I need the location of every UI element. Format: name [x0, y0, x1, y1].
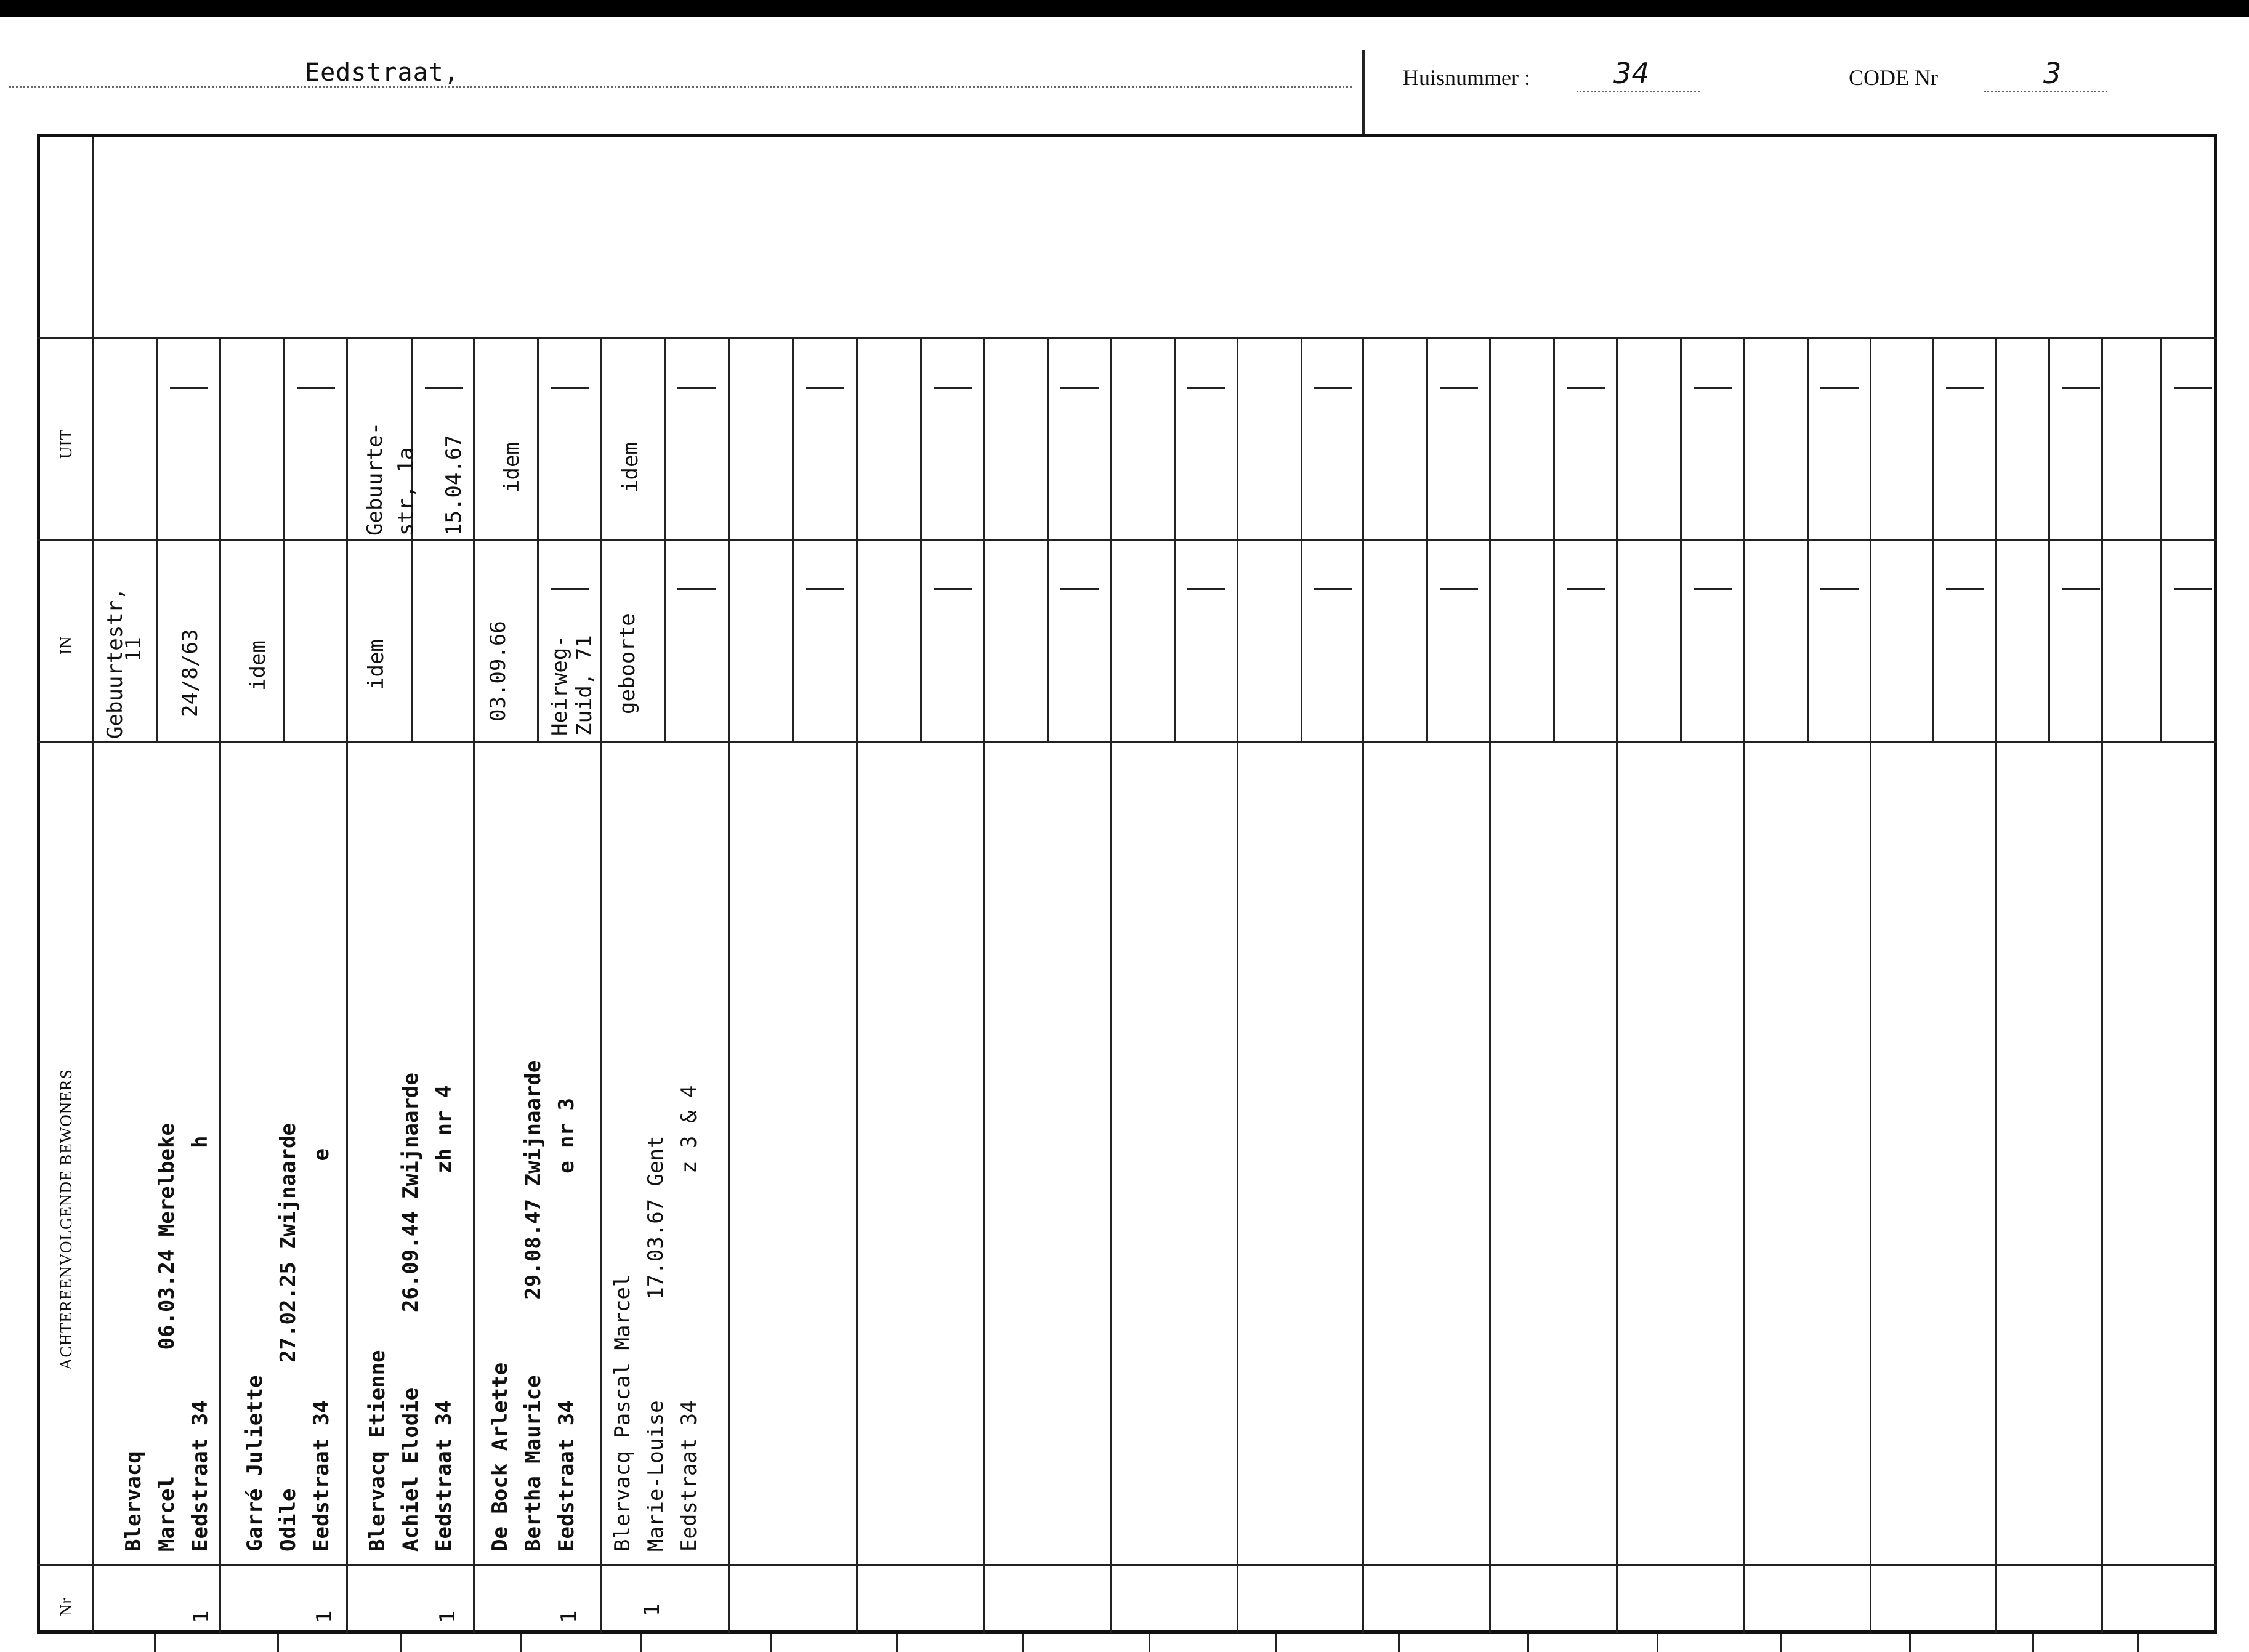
bottom-edge-tick: [1909, 1634, 1911, 1652]
half-column-divider-15: [1932, 339, 1934, 742]
bottom-edge-tick: [520, 1634, 522, 1652]
column-divider-4: [600, 339, 602, 1633]
entry-4-line-2: Bertha Maurice 29.08.47 Zwijnaarde: [521, 1060, 546, 1552]
entry-2-line-3: Eedstraat 34 e: [309, 1148, 334, 1552]
empty-cell-dash: [1567, 588, 1605, 590]
bottom-edge-tick: [1398, 1634, 1400, 1652]
code-dotted-line: [1984, 91, 2107, 92]
column-divider-12: [1616, 339, 1618, 1633]
empty-cell-dash: [806, 387, 844, 389]
half-column-divider-4: [537, 339, 539, 742]
entry-1-in-line-2: 11: [121, 637, 146, 662]
empty-cell-dash: [1946, 588, 1984, 590]
bottom-edge-tick: [1657, 1634, 1658, 1652]
empty-cell-dash: [1060, 387, 1099, 389]
bottom-edge-tick: [640, 1634, 642, 1652]
empty-cell-dash: [1946, 387, 1984, 389]
bottom-edge-tick: [400, 1634, 402, 1652]
entry-3-uit-line-2: str, 1a: [394, 447, 418, 536]
column-divider-1: [219, 339, 221, 1633]
entry-1-in-line-1: Gebuurtestr,: [103, 587, 127, 739]
half-column-divider-11: [1426, 339, 1428, 742]
half-column-divider-13: [1680, 339, 1682, 742]
bottom-edge-tick: [2137, 1634, 2139, 1652]
top-edge-bar: [0, 0, 2249, 17]
empty-cell-dash: [297, 387, 335, 389]
empty-cell-dash: [677, 588, 716, 590]
bewoners-section-label: ACHTEREENVOLGENDE BEWONERS: [57, 1069, 75, 1370]
half-column-divider-5: [664, 339, 666, 742]
half-column-divider-16: [2048, 339, 2050, 742]
nr-top-divider: [37, 1564, 2217, 1566]
column-divider-2: [346, 339, 348, 1633]
entry-2-in: idem: [246, 640, 270, 691]
column-divider-13: [1743, 339, 1745, 1633]
half-column-divider-10: [1301, 339, 1302, 742]
empty-cell-dash: [551, 588, 589, 590]
entry-4-line-3: Eedstraat 34 e nr 3: [554, 1098, 579, 1552]
bottom-edge-tick: [277, 1634, 279, 1652]
entry-3-in: idem: [364, 639, 389, 690]
empty-cell-dash: [425, 387, 463, 389]
empty-cell-dash: [2174, 387, 2212, 389]
bottom-edge-tick: [770, 1634, 772, 1652]
column-divider-11: [1489, 339, 1491, 1633]
half-column-divider-6: [792, 339, 794, 742]
huisnummer-dotted-line: [1577, 91, 1700, 92]
empty-cell-dash: [1060, 588, 1099, 590]
half-column-divider-3: [411, 339, 413, 742]
half-column-divider-7: [920, 339, 922, 742]
entry-1-nr: 1: [189, 1610, 214, 1623]
entry-3-line-2: Achiel Elodie 26.09.44 Zwijnaarde: [398, 1073, 423, 1552]
empty-cell-dash: [1187, 588, 1225, 590]
entry-3-line-3: Eedstraat 34 zh nr 4: [432, 1085, 456, 1552]
code-label: CODE Nr: [1849, 65, 1938, 90]
bottom-edge-tick: [896, 1634, 898, 1652]
half-column-divider-2: [283, 339, 285, 742]
empty-cell-dash: [806, 588, 844, 590]
column-divider-3: [473, 339, 475, 1633]
entry-3-uit-line-1: Gebuurte-: [363, 422, 387, 536]
bottom-edge-tick: [1527, 1634, 1529, 1652]
empty-cell-dash: [1440, 387, 1478, 389]
empty-cell-dash: [551, 387, 589, 389]
street-name: Eedstraat,: [305, 58, 459, 87]
column-divider-6: [856, 339, 858, 1633]
street-dotted-line: [9, 86, 1352, 88]
entry-4-in-date: 03.09.66: [486, 621, 511, 722]
nr-section-label: Nr: [57, 1597, 75, 1616]
empty-cell-dash: [1694, 588, 1732, 590]
entry-5-uit: idem: [618, 442, 643, 493]
empty-cell-dash: [2062, 387, 2100, 389]
entry-4-in-line-3: Zuid, 71: [572, 635, 597, 736]
column-divider-8: [1110, 339, 1112, 1633]
column-divider-15: [1995, 339, 1997, 1633]
entry-1-line-3: Eedstraat 34 h: [188, 1135, 212, 1552]
empty-cell-dash: [2174, 588, 2212, 590]
half-column-divider-1: [156, 339, 158, 742]
bottom-edge-tick: [2032, 1634, 2034, 1652]
entry-4-uit: idem: [499, 442, 524, 493]
entry-1-line-1: Blervacq: [121, 1451, 146, 1552]
empty-cell-dash: [934, 588, 972, 590]
in-section-label: IN: [57, 635, 75, 655]
bewoners-top-divider: [37, 741, 2217, 743]
uit-top-divider: [37, 337, 2217, 339]
column-divider-10: [1362, 339, 1364, 1633]
entry-5-in: geboorte: [615, 613, 640, 714]
bottom-edge-tick: [1022, 1634, 1024, 1652]
half-column-divider-12: [1553, 339, 1555, 742]
entry-5-nr: 1: [640, 1603, 664, 1616]
entry-4-nr: 1: [557, 1610, 581, 1623]
empty-cell-dash: [1820, 387, 1859, 389]
empty-cell-dash: [1820, 588, 1859, 590]
empty-cell-dash: [1440, 588, 1478, 590]
entry-1-line-2: Marcel 06.03.24 Merelbeke: [155, 1123, 179, 1552]
bottom-edge-tick: [1275, 1634, 1277, 1652]
entry-3-line-1: Blervacq Etienne: [365, 1350, 390, 1552]
empty-cell-dash: [1694, 387, 1732, 389]
entry-3-uit-date: 15.04.67: [442, 435, 466, 536]
half-column-divider-14: [1807, 339, 1809, 742]
empty-cell-dash: [1187, 387, 1225, 389]
entry-4-line-1: De Bock Arlette: [488, 1362, 512, 1552]
entry-5-line-3: Eedstraat 34 z 3 & 4: [677, 1085, 701, 1552]
entry-3-nr: 1: [435, 1610, 460, 1623]
column-divider-14: [1870, 339, 1871, 1633]
label-column-divider: [92, 137, 94, 1633]
empty-cell-dash: [934, 387, 972, 389]
bottom-edge-tick: [1149, 1634, 1150, 1652]
entry-4-in-line-2: Heirweg-: [547, 635, 572, 736]
column-divider-16: [2101, 339, 2103, 1633]
empty-cell-dash: [2062, 588, 2100, 590]
register-frame: [37, 134, 2217, 1634]
entry-2-line-1: Garré Juliette: [243, 1375, 267, 1552]
entry-1-in-date: 24/8/63: [178, 629, 203, 717]
entry-2-nr: 1: [312, 1610, 337, 1623]
empty-cell-dash: [1314, 588, 1352, 590]
code-value: 3: [2043, 57, 2062, 90]
column-divider-7: [983, 339, 985, 1633]
half-column-divider-17: [2160, 339, 2162, 742]
entry-5-line-1: Blervacq Pascal Marcel: [610, 1274, 635, 1552]
huisnummer-value: 34: [1613, 57, 1650, 90]
bottom-edge-tick: [154, 1634, 156, 1652]
column-divider-5: [728, 339, 730, 1633]
bottom-edge-tick: [1780, 1634, 1782, 1652]
uit-section-label: UIT: [57, 429, 75, 459]
empty-cell-dash: [1567, 387, 1605, 389]
huisnummer-label: Huisnummer :: [1403, 65, 1530, 90]
column-divider-9: [1237, 339, 1238, 1633]
half-column-divider-9: [1174, 339, 1176, 742]
header-separator: [1362, 50, 1365, 134]
empty-cell-dash: [677, 387, 716, 389]
entry-2-line-2: Odile 27.02.25 Zwijnaarde: [276, 1123, 301, 1552]
in-top-divider: [37, 539, 2217, 541]
empty-cell-dash: [1314, 387, 1352, 389]
entry-5-line-2: Marie-Louise 17.03.67 Gent: [644, 1135, 668, 1552]
half-column-divider-8: [1047, 339, 1049, 742]
empty-cell-dash: [170, 387, 208, 389]
